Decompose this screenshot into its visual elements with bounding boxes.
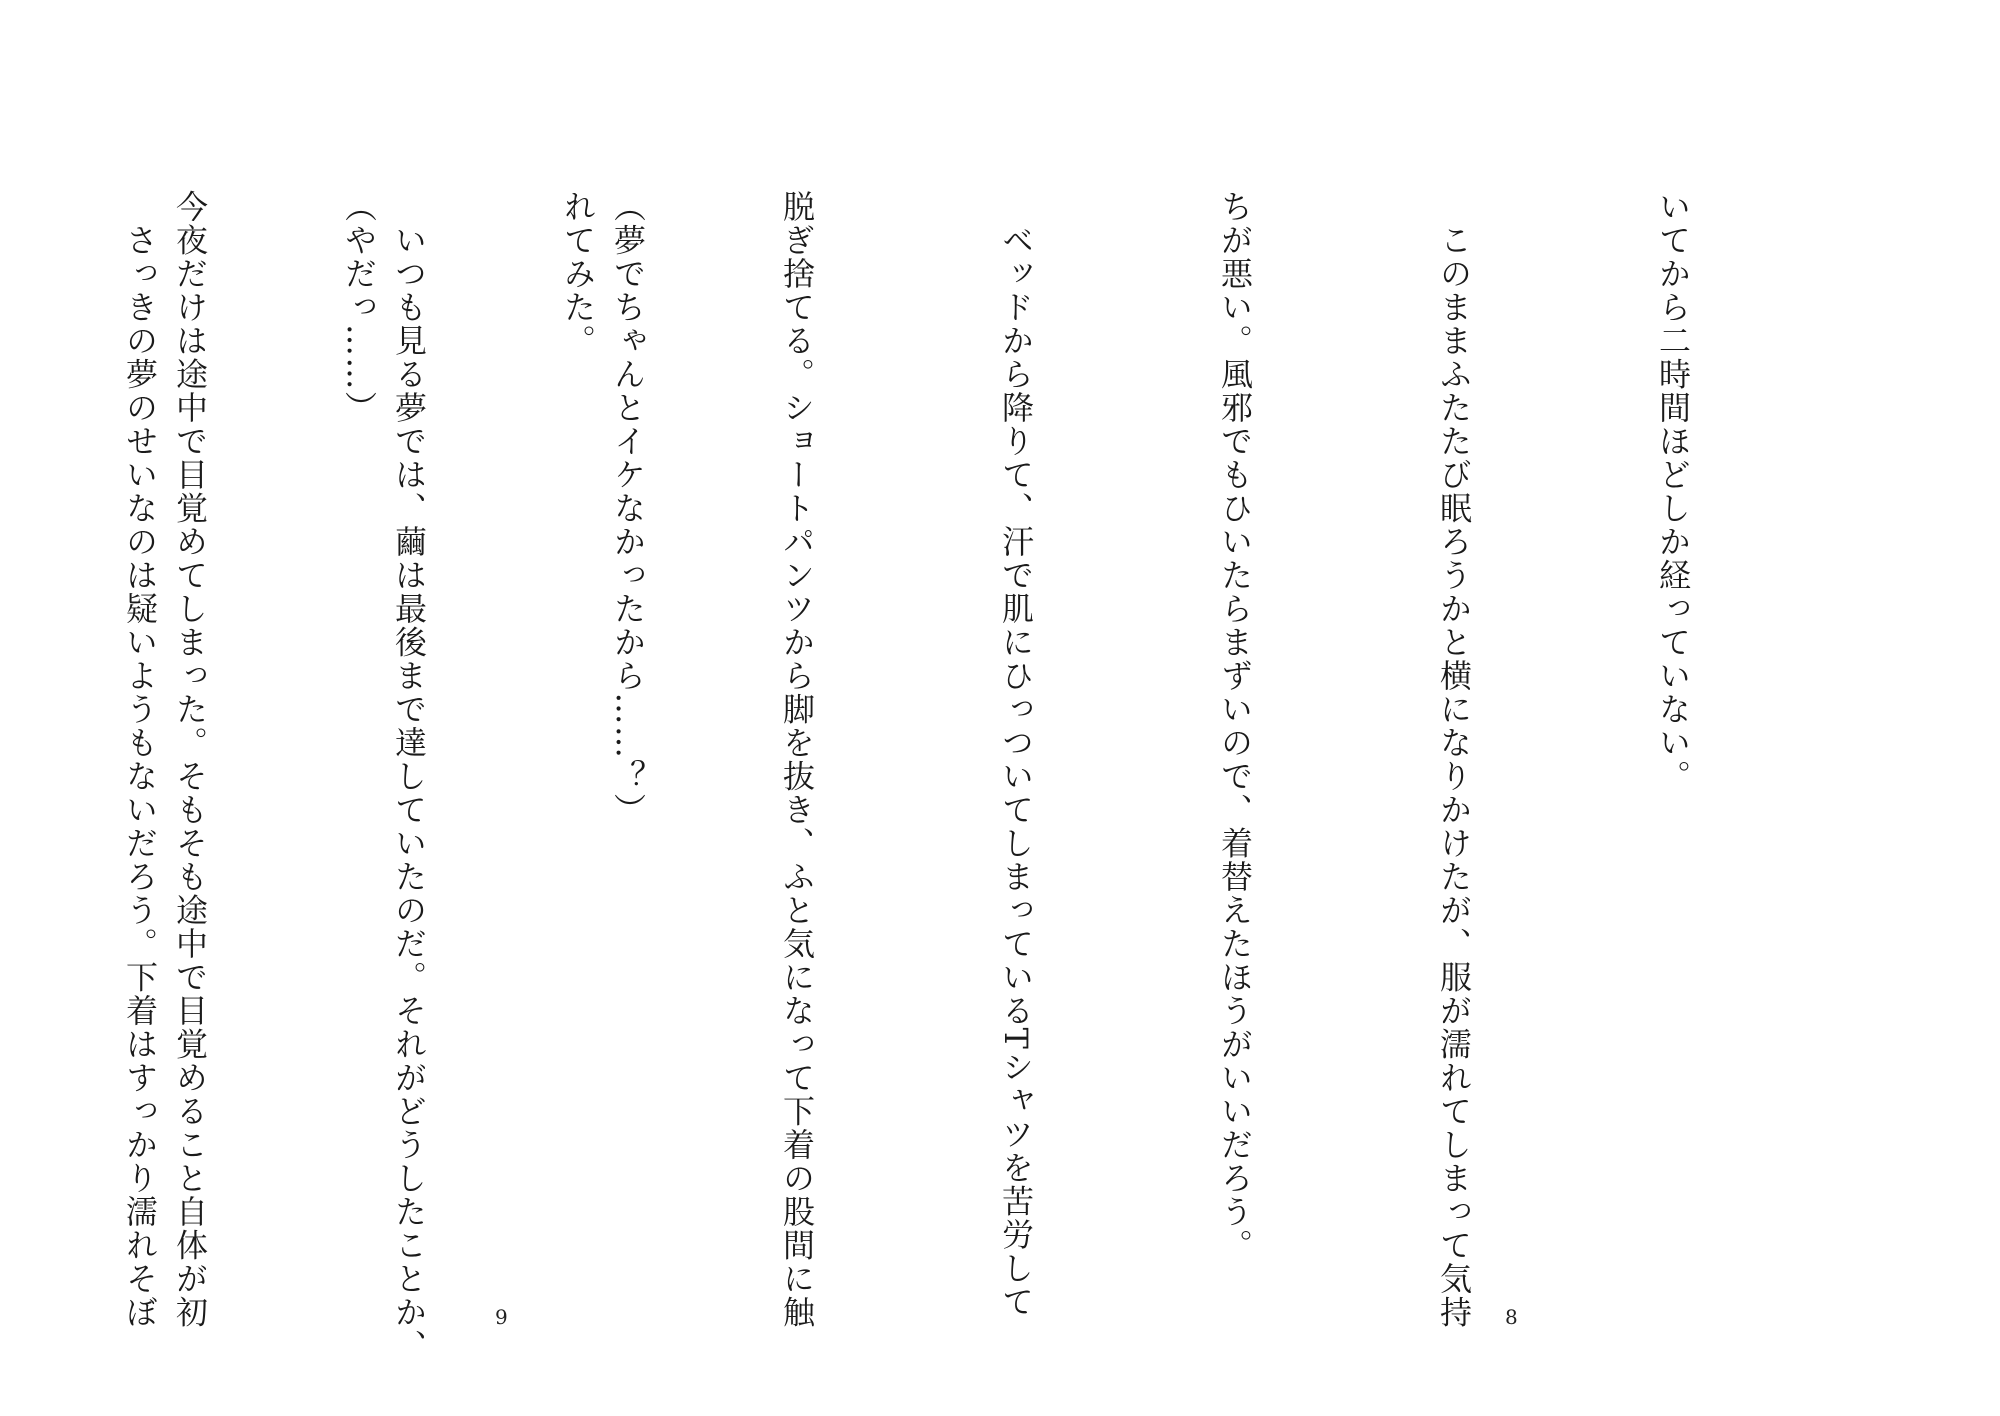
text-line: （夢でちゃんとイケなかったから……？）: [609, 190, 647, 827]
text-line: （やだっ……）: [340, 190, 378, 425]
text-line: いてから二時間ほどしか経っていない。: [1654, 190, 1692, 793]
text-line: このままふたたび眠ろうかと横になりかけたが、服が濡れてしまって気持: [1435, 190, 1473, 1329]
text-line: [0, 190, 7, 1335]
page-number: 8: [1505, 1305, 1518, 1329]
text-line: ベッドから降りて、汗で肌にひっついてしまっているTシャツを苦労して: [997, 190, 1035, 1319]
text-line: さっきの夢のせいなのは疑いようもないだろう。下着はすっかり濡れそぼ: [121, 190, 159, 1329]
text-line: れてみた。: [559, 190, 597, 358]
text-line: ちが悪い。風邪でもひいたらまずいので、着替えたほうがいいだろう。: [1216, 190, 1254, 1262]
text-line: 脱ぎ捨てる。ショートパンツから脚を抜き、ふと気になって下着の股間に触: [778, 190, 816, 1329]
text-line: 今夜だけは途中で目覚めてしまった。そもそも途中で目覚めること自体が初: [171, 190, 209, 1329]
page-number: 9: [495, 1305, 508, 1329]
text-line: いつも見る夢では、繭は最後まで達していたのだ。それがどうしたことか、: [390, 190, 428, 1363]
left-page-body-text: [171, 190, 810, 1363]
